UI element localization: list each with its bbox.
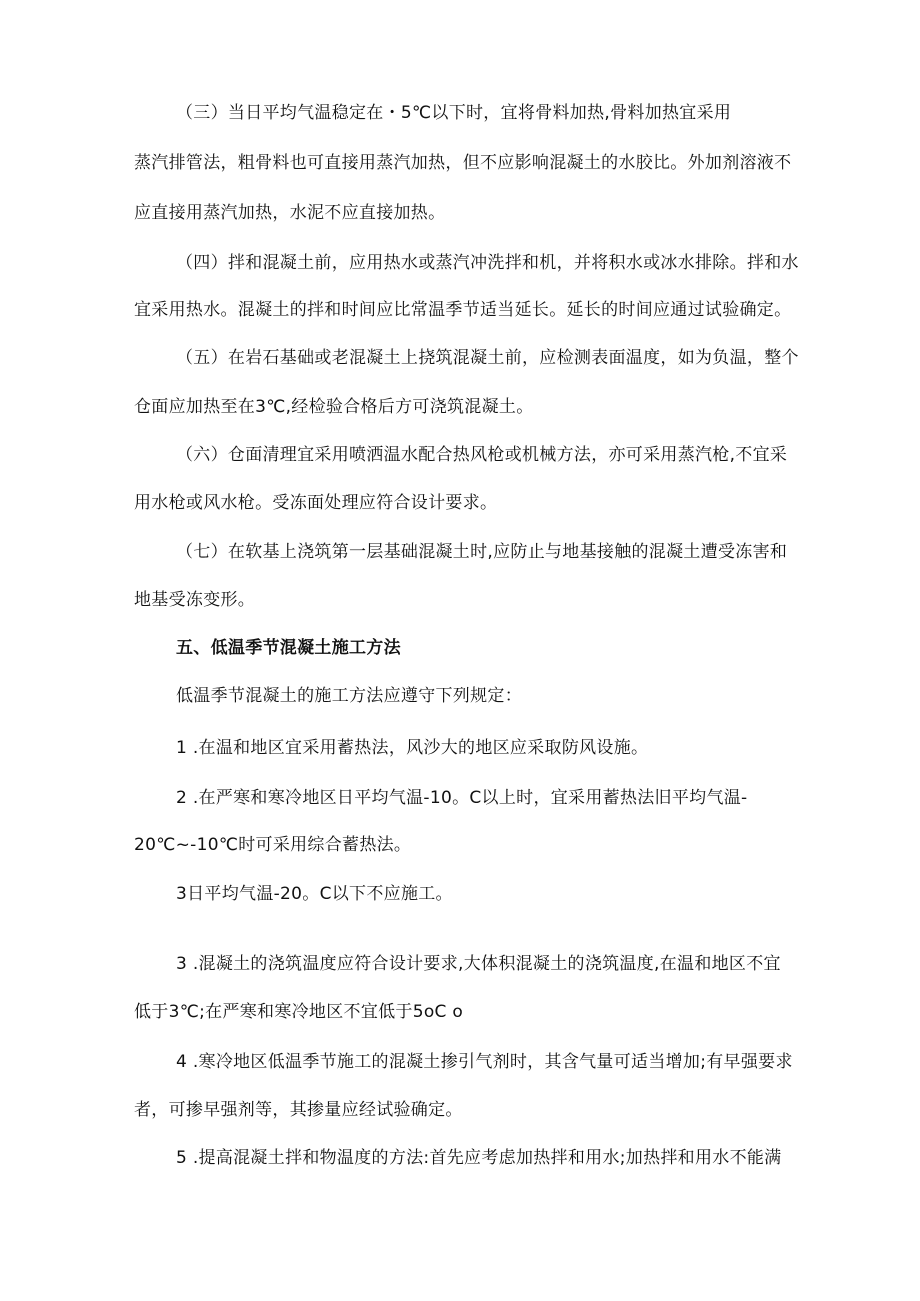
paragraph-4-line-1: （四）拌和混凝土前，应用热水或蒸汽冲洗拌和机，并将积水或冰水排除。拌和水 [176, 253, 799, 273]
paragraph-4-line-2: 宜采用热水。混凝土的拌和时间应比常温季节适当延长。延长的时间应通过试验确定。 [134, 300, 792, 320]
section-heading: 五、低温季节混凝土施工方法 [176, 638, 401, 658]
paragraph-7-line-1: （七）在软基上浇筑第一层基础混凝土时,应防止与地基接触的混凝土遭受冻害和 [176, 542, 788, 562]
paragraph-3-line-1: （三）当日平均气温稳定在・5℃以下时，宜将骨料加热,骨料加热宜采用 [176, 103, 732, 123]
rule-4-line-2: 者，可掺早强剂等，其掺量应经试验确定。 [134, 1100, 463, 1120]
rule-3-line-2: 低于3℃;在严寒和寒冷地区不宜低于5oC o [134, 1002, 464, 1022]
rule-1: 1 .在温和地区宜采用蓄热法，风沙大的地区应采取防风设施。 [176, 738, 649, 758]
rule-4-line-1: 4 .寒冷地区低温季节施工的混凝土掺引气剂时，其含气量可适当增加;有早强要求 [176, 1052, 793, 1072]
paragraph-7-line-2: 地基受冻变形。 [134, 590, 256, 610]
paragraph-5-line-2: 仓面应加热至在3℃,经检验合格后方可浇筑混凝土。 [134, 397, 534, 417]
rule-3-line-1: 3 .混凝土的浇筑温度应符合设计要求,大体积混凝土的浇筑温度,在温和地区不宜 [176, 954, 781, 974]
rule-2-line-2: 20℃~-10℃时可采用综合蓄热法。 [134, 835, 412, 855]
paragraph-6-line-1: （六）仓面清理宜采用喷洒温水配合热风枪或机械方法，亦可采用蒸汽枪,不宜采 [176, 445, 788, 465]
paragraph-3-line-2: 蒸汽排管法，粗骨料也可直接用蒸汽加热，但不应影响混凝土的水胶比。外加剂溶液不 [134, 153, 792, 173]
rule-2-line-1: 2 .在严寒和寒冷地区日平均气温-10。C以上时，宜采用蓄热法旧平均气温- [176, 788, 748, 808]
paragraph-5-line-1: （五）在岩石基础或老混凝土上挠筑混凝土前，应检测表面温度，如为负温，整个 [176, 348, 799, 368]
paragraph-3-line-3: 应直接用蒸汽加热，水泥不应直接加热。 [134, 203, 446, 223]
rule-2-line-3: 3日平均气温-20。C以下不应施工。 [176, 884, 453, 904]
paragraph-6-line-2: 用水枪或风水枪。受冻面处理应符合设计要求。 [134, 493, 498, 513]
rule-5-line-1: 5 .提高混凝土拌和物温度的方法:首先应考虑加热拌和用水;加热拌和用水不能满 [176, 1148, 782, 1168]
section-intro: 低温季节混凝土的施工方法应遵守下列规定： [176, 686, 522, 706]
